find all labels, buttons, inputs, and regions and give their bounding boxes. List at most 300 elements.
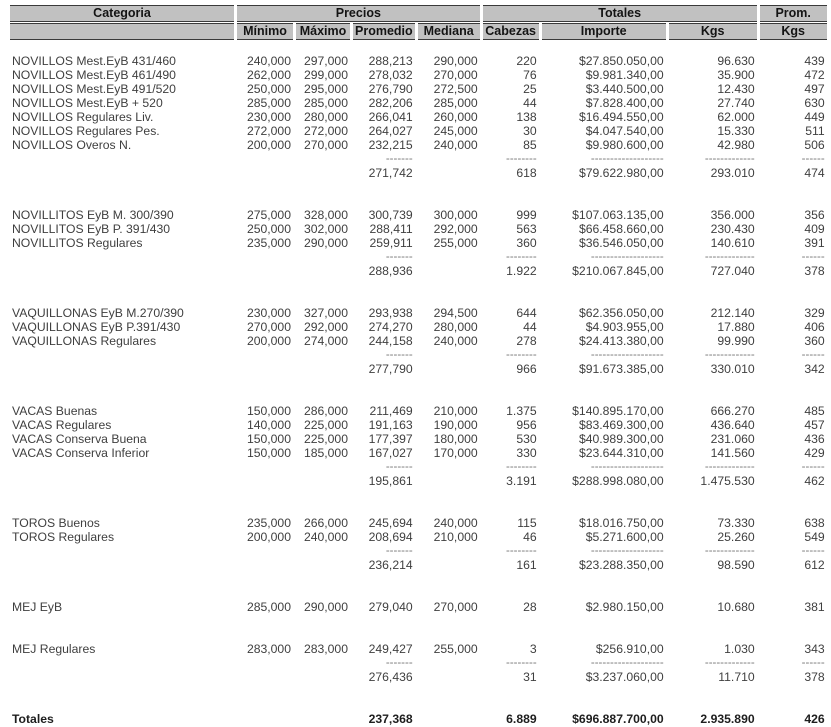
- header-sub-row: [10, 23, 827, 40]
- cell-prom-kgs: 439: [804, 55, 825, 68]
- kgs-dash: -------------: [704, 657, 755, 669]
- cell-mediana: [418, 265, 480, 278]
- cell-categoria: [10, 475, 234, 488]
- cell-importe: $36.546.050,00: [578, 237, 664, 250]
- cell-cabezas: 44: [523, 97, 537, 110]
- cell-promedio: 279,040: [368, 601, 413, 614]
- header-kgs: Kgs: [669, 23, 757, 40]
- cell-maximo: [296, 545, 350, 558]
- cell-importe: $40.989.300,00: [578, 433, 664, 446]
- cell-prom-kgs: 406: [804, 321, 825, 334]
- cell-prom-kgs: 356: [804, 209, 825, 222]
- cabezas-dash: --------: [506, 251, 537, 263]
- cell-maximo: [296, 713, 350, 726]
- cell-kgs: 15.330: [717, 125, 755, 138]
- dash-row: [10, 251, 827, 264]
- grand-total-cabezas: 6.889: [506, 713, 537, 726]
- cell-prom-kgs: 472: [804, 69, 825, 82]
- cell-minimo: [237, 713, 293, 726]
- cell-categoria: [10, 461, 234, 474]
- table-row: [10, 97, 827, 110]
- cell-importe: $4.903.955,00: [585, 321, 664, 334]
- subtotal-prom-kgs: 342: [804, 363, 825, 376]
- cell-prom-kgs: 485: [804, 405, 825, 418]
- cell-prom-kgs: 511: [805, 125, 825, 138]
- subtotal-promedio: 277,790: [368, 363, 413, 376]
- cell-kgs: 25.260: [717, 531, 755, 544]
- cell-minimo: 140,000: [246, 419, 291, 432]
- cell-mediana: 240,000: [433, 139, 478, 152]
- subtotal-importe: $288.998.080,00: [572, 475, 664, 488]
- subtotal-kgs: 727.040: [710, 265, 755, 278]
- cell-importe: $107.063.135,00: [572, 209, 664, 222]
- cell-kgs: 62.000: [717, 111, 755, 124]
- cell-minimo: [237, 167, 293, 180]
- cell-kgs: 230.430: [710, 223, 755, 236]
- cell-maximo: [296, 461, 350, 474]
- cell-kgs: 140.610: [710, 237, 755, 250]
- cell-cabezas: 563: [516, 223, 537, 236]
- spacer-cell: [10, 489, 827, 502]
- grand-total-row: [10, 713, 827, 726]
- cell-maximo: [296, 251, 350, 264]
- cabezas-dash: --------: [506, 349, 537, 361]
- promedio-dash: -------: [385, 349, 413, 361]
- cell-maximo: 225,000: [303, 433, 348, 446]
- prom-kgs-dash: ------: [801, 349, 825, 361]
- header-group-row: [10, 5, 827, 22]
- cell-mediana: 300,000: [433, 209, 478, 222]
- spacer-cell: [10, 377, 827, 390]
- cell-cabezas: 30: [523, 125, 537, 138]
- cell-importe: $4.047.540,00: [585, 125, 664, 138]
- table-row: [10, 643, 827, 656]
- subtotal-promedio: 288,936: [368, 265, 413, 278]
- kgs-dash: -------------: [704, 461, 755, 473]
- spacer-cell: [10, 685, 827, 698]
- cell-maximo: 328,000: [303, 209, 348, 222]
- cell-mediana: 260,000: [433, 111, 478, 124]
- cell-mediana: 292,000: [433, 223, 478, 236]
- cell-maximo: 299,000: [303, 69, 348, 82]
- cell-importe: $23.644.310,00: [578, 447, 664, 460]
- cell-minimo: 272,000: [246, 125, 291, 138]
- cell-categoria: MEJ EyB: [12, 601, 63, 614]
- cell-kgs: 12.430: [717, 83, 755, 96]
- cell-minimo: [237, 461, 293, 474]
- cell-minimo: [237, 349, 293, 362]
- cell-minimo: 150,000: [246, 433, 291, 446]
- cell-minimo: 230,000: [246, 307, 291, 320]
- cell-minimo: 230,000: [246, 111, 291, 124]
- cell-prom-kgs: 360: [804, 335, 825, 348]
- cabezas-dash: --------: [506, 545, 537, 557]
- table-row: [10, 111, 827, 124]
- spacer-cell: [10, 629, 827, 642]
- spacer-row: [10, 293, 827, 306]
- cell-maximo: [296, 363, 350, 376]
- header-mediana: Mediana: [418, 23, 480, 40]
- subtotal-promedio: 276,436: [368, 671, 413, 684]
- subtotal-kgs: 293.010: [710, 167, 755, 180]
- cell-promedio: 245,694: [368, 517, 413, 530]
- cell-minimo: 283,000: [246, 643, 291, 656]
- cell-kgs: 212.140: [710, 307, 755, 320]
- cell-importe: $18.016.750,00: [578, 517, 664, 530]
- cell-prom-kgs: 457: [804, 419, 825, 432]
- cell-kgs: 27.740: [717, 97, 755, 110]
- spacer-row: [10, 377, 827, 390]
- cell-mediana: 210,000: [433, 405, 478, 418]
- cell-categoria: NOVILLITOS Regulares: [12, 237, 143, 250]
- cell-maximo: 295,000: [303, 83, 348, 96]
- importe-dash: -------------------: [590, 545, 664, 557]
- cell-promedio: 288,411: [369, 223, 413, 236]
- cell-importe: $140.895.170,00: [572, 405, 664, 418]
- cell-prom-kgs: 329: [804, 307, 825, 320]
- cell-minimo: 150,000: [246, 405, 291, 418]
- cell-mediana: 190,000: [433, 419, 478, 432]
- cell-minimo: 150,000: [246, 447, 291, 460]
- header-categoria: Categoria: [10, 5, 234, 22]
- cell-minimo: [237, 559, 293, 572]
- cell-cabezas: 138: [516, 111, 537, 124]
- cell-mediana: 285,000: [433, 97, 478, 110]
- cell-mediana: 280,000: [433, 321, 478, 334]
- spacer-cell: [10, 391, 827, 404]
- subtotal-kgs: 330.010: [710, 363, 755, 376]
- cell-kgs: 10.680: [717, 601, 755, 614]
- cell-maximo: 286,000: [303, 405, 348, 418]
- cell-minimo: 200,000: [246, 335, 291, 348]
- cell-mediana: [418, 671, 480, 684]
- cell-categoria: NOVILLOS Mest.EyB + 520: [12, 97, 163, 110]
- cell-cabezas: 530: [516, 433, 537, 446]
- cell-cabezas: 360: [516, 237, 537, 250]
- cell-mediana: [418, 545, 480, 558]
- cell-maximo: 240,000: [303, 531, 348, 544]
- cell-minimo: 200,000: [246, 531, 291, 544]
- cell-maximo: 297,000: [303, 55, 348, 68]
- cell-prom-kgs: 436: [804, 433, 825, 446]
- cell-cabezas: 46: [523, 531, 537, 544]
- header-minimo: Mínimo: [237, 23, 293, 40]
- table-row: [10, 433, 827, 446]
- cell-mediana: 272,500: [433, 83, 478, 96]
- cell-minimo: 235,000: [246, 237, 291, 250]
- cell-prom-kgs: 497: [804, 83, 825, 96]
- subtotal-cabezas: 3.191: [506, 475, 537, 488]
- dash-row: [10, 657, 827, 670]
- cell-kgs: 73.330: [717, 517, 755, 530]
- cell-maximo: [296, 349, 350, 362]
- table-row: [10, 335, 827, 348]
- table-row: [10, 139, 827, 152]
- header-totales-group: Totales: [483, 5, 757, 22]
- subtotal-importe: $210.067.845,00: [572, 265, 664, 278]
- cell-kgs: 141.560: [710, 447, 755, 460]
- subtotal-prom-kgs: 474: [804, 167, 825, 180]
- cell-promedio: 167,027: [368, 447, 413, 460]
- subtotal-promedio: 195,861: [368, 475, 413, 488]
- cell-importe: $7.828.400,00: [585, 97, 664, 110]
- spacer-cell: [10, 503, 827, 516]
- cell-importe: $66.458.660,00: [578, 223, 664, 236]
- spacer-cell: [10, 615, 827, 628]
- promedio-dash: -------: [385, 251, 413, 263]
- cell-maximo: 290,000: [303, 601, 348, 614]
- cell-mediana: 170,000: [433, 447, 478, 460]
- cell-importe: $24.413.380,00: [578, 335, 664, 348]
- cell-maximo: 327,000: [303, 307, 348, 320]
- cell-cabezas: 999: [516, 209, 537, 222]
- cell-categoria: NOVILLOS Regulares Pes.: [12, 125, 160, 138]
- subtotal-row: [10, 167, 827, 180]
- cell-maximo: 285,000: [303, 97, 348, 110]
- table-row: [10, 55, 827, 68]
- spacer-cell: [10, 699, 827, 712]
- cell-kgs: 96.630: [717, 55, 755, 68]
- cell-promedio: 274,270: [368, 321, 413, 334]
- spacer-row: [10, 279, 827, 292]
- subtotal-cabezas: 618: [516, 167, 537, 180]
- cell-minimo: 285,000: [246, 97, 291, 110]
- cell-promedio: 288,213: [368, 55, 413, 68]
- subtotal-kgs: 11.710: [718, 671, 755, 684]
- cell-kgs: 231.060: [710, 433, 755, 446]
- subtotal-importe: $91.673.385,00: [578, 363, 664, 376]
- cell-prom-kgs: 638: [804, 517, 825, 530]
- cell-cabezas: 330: [516, 447, 537, 460]
- kgs-dash: -------------: [704, 545, 755, 557]
- cell-kgs: 356.000: [710, 209, 755, 222]
- table-row: [10, 69, 827, 82]
- table-row: [10, 125, 827, 138]
- cell-categoria: [10, 153, 234, 166]
- cell-categoria: [10, 349, 234, 362]
- promedio-dash: -------: [385, 545, 413, 557]
- spacer-row: [10, 41, 827, 54]
- cell-cabezas: 220: [516, 55, 537, 68]
- cell-importe: $5.271.600,00: [585, 531, 664, 544]
- table-row: [10, 601, 827, 614]
- cell-promedio: 249,427: [368, 643, 413, 656]
- cell-minimo: [237, 153, 293, 166]
- cell-maximo: 225,000: [303, 419, 348, 432]
- subtotal-prom-kgs: 462: [804, 475, 825, 488]
- dash-row: [10, 349, 827, 362]
- cell-minimo: [237, 251, 293, 264]
- cell-importe: $9.981.340,00: [585, 69, 664, 82]
- cell-maximo: 185,000: [303, 447, 348, 460]
- spacer-row: [10, 391, 827, 404]
- spacer-cell: [10, 195, 827, 208]
- cell-categoria: [10, 559, 234, 572]
- subtotal-prom-kgs: 612: [804, 559, 825, 572]
- cell-maximo: 272,000: [303, 125, 348, 138]
- cell-maximo: [296, 671, 350, 684]
- header-precios-group: Precios: [237, 5, 480, 22]
- promedio-dash: -------: [385, 461, 413, 473]
- cell-mediana: 270,000: [433, 601, 478, 614]
- cell-minimo: 250,000: [246, 223, 291, 236]
- spacer-cell: [10, 573, 827, 586]
- cell-kgs: 666.270: [710, 405, 755, 418]
- cell-prom-kgs: 429: [804, 447, 825, 460]
- cell-mediana: 255,000: [433, 643, 478, 656]
- cell-minimo: [237, 657, 293, 670]
- cell-importe: $62.356.050,00: [578, 307, 664, 320]
- cell-maximo: 292,000: [303, 321, 348, 334]
- cell-categoria: VAQUILLONAS EyB P.391/430: [12, 321, 181, 334]
- cell-promedio: 278,032: [368, 69, 413, 82]
- cell-kgs: 99.990: [717, 335, 755, 348]
- cell-promedio: 259,911: [369, 237, 413, 250]
- cell-mediana: [418, 167, 480, 180]
- cell-categoria: MEJ Regulares: [12, 643, 96, 656]
- spacer-row: [10, 615, 827, 628]
- cell-importe: $256.910,00: [595, 643, 664, 656]
- subtotal-importe: $79.622.980,00: [578, 167, 664, 180]
- cell-cabezas: 3: [529, 643, 537, 656]
- cell-prom-kgs: 549: [804, 531, 825, 544]
- kgs-dash: -------------: [704, 153, 755, 165]
- subtotal-kgs: 1.475.530: [700, 475, 755, 488]
- cell-mediana: [418, 559, 480, 572]
- cell-cabezas: 278: [516, 335, 537, 348]
- subtotal-cabezas: 966: [516, 363, 537, 376]
- cell-maximo: 302,000: [303, 223, 348, 236]
- cell-mediana: 270,000: [433, 69, 478, 82]
- spacer-row: [10, 489, 827, 502]
- cell-maximo: 280,000: [303, 111, 348, 124]
- table-row: [10, 209, 827, 222]
- prom-kgs-dash: ------: [801, 461, 825, 473]
- cell-minimo: 262,000: [246, 69, 291, 82]
- cell-categoria: NOVILLITOS EyB M. 300/390: [12, 209, 174, 222]
- cell-minimo: [237, 671, 293, 684]
- cell-prom-kgs: 391: [804, 237, 825, 250]
- cell-cabezas: 76: [523, 69, 537, 82]
- cell-categoria: VACAS Conserva Buena: [12, 433, 147, 446]
- cell-mediana: 245,000: [433, 125, 478, 138]
- cell-categoria: VAQUILLONAS Regulares: [12, 335, 157, 348]
- cell-mediana: [418, 349, 480, 362]
- cell-cabezas: 85: [523, 139, 537, 152]
- cabezas-dash: --------: [506, 153, 537, 165]
- cell-prom-kgs: 343: [804, 643, 825, 656]
- table-header: [10, 5, 827, 40]
- spacer-cell: [10, 41, 827, 54]
- cell-promedio: 232,215: [368, 139, 413, 152]
- cell-mediana: 290,000: [433, 55, 478, 68]
- cell-mediana: [418, 461, 480, 474]
- cell-categoria: [10, 251, 234, 264]
- cell-kgs: 35.900: [717, 69, 755, 82]
- prom-kgs-dash: ------: [801, 545, 825, 557]
- cell-maximo: [296, 153, 350, 166]
- grand-total-prom-kgs: 426: [804, 713, 825, 726]
- dash-row: [10, 545, 827, 558]
- spacer-row: [10, 181, 827, 194]
- livestock-price-report: [0, 4, 831, 727]
- cell-maximo: 283,000: [303, 643, 348, 656]
- cell-categoria: [10, 671, 234, 684]
- cell-kgs: 17.880: [717, 321, 755, 334]
- cell-categoria: [10, 167, 234, 180]
- cell-maximo: 270,000: [303, 139, 348, 152]
- cell-mediana: 180,000: [433, 433, 478, 446]
- cell-cabezas: 28: [523, 601, 537, 614]
- subtotal-row: [10, 363, 827, 376]
- spacer-cell: [10, 293, 827, 306]
- cell-maximo: 266,000: [303, 517, 348, 530]
- cell-importe: $83.469.300,00: [578, 419, 664, 432]
- cell-prom-kgs: 409: [804, 223, 825, 236]
- cell-categoria: [10, 363, 234, 376]
- cell-promedio: 208,694: [368, 531, 413, 544]
- cell-minimo: 235,000: [246, 517, 291, 530]
- subtotal-importe: $3.237.060,00: [585, 671, 664, 684]
- cell-promedio: 276,790: [368, 83, 413, 96]
- subtotal-row: [10, 475, 827, 488]
- cell-minimo: 200,000: [246, 139, 291, 152]
- cell-importe: $16.494.550,00: [578, 111, 664, 124]
- prom-kgs-dash: ------: [801, 251, 825, 263]
- cell-prom-kgs: 506: [804, 139, 825, 152]
- importe-dash: -------------------: [590, 657, 664, 669]
- cell-categoria: NOVILLOS Regulares Liv.: [12, 111, 154, 124]
- cell-prom-kgs: 449: [804, 111, 825, 124]
- header-promedio: Promedio: [355, 24, 413, 38]
- kgs-dash: -------------: [704, 251, 755, 263]
- subtotal-promedio: 236,214: [368, 559, 413, 572]
- spacer-row: [10, 195, 827, 208]
- subtotal-row: [10, 265, 827, 278]
- cell-mediana: 240,000: [433, 335, 478, 348]
- cell-mediana: [418, 251, 480, 264]
- prom-kgs-dash: ------: [801, 153, 825, 165]
- table-row: [10, 419, 827, 432]
- table-row: [10, 223, 827, 236]
- cell-importe: $27.850.050,00: [578, 55, 664, 68]
- table-row: [10, 321, 827, 334]
- subtotal-prom-kgs: 378: [804, 671, 825, 684]
- cell-maximo: [296, 475, 350, 488]
- spacer-row: [10, 587, 827, 600]
- cell-minimo: 250,000: [246, 83, 291, 96]
- spacer-row: [10, 503, 827, 516]
- cell-mediana: 240,000: [433, 517, 478, 530]
- spacer-row: [10, 685, 827, 698]
- header-cabezas: Cabezas: [483, 23, 539, 40]
- cell-categoria: NOVILLOS Overos N.: [12, 139, 132, 152]
- grand-total-kgs: 2.935.890: [700, 713, 755, 726]
- cell-cabezas: 956: [516, 419, 537, 432]
- subtotal-cabezas: 31: [523, 671, 537, 684]
- cell-minimo: 275,000: [246, 209, 291, 222]
- cell-mediana: 255,000: [433, 237, 478, 250]
- cell-categoria: NOVILLOS Mest.EyB 461/490: [12, 69, 176, 82]
- cell-promedio: 244,158: [368, 335, 413, 348]
- table-row: [10, 83, 827, 96]
- cell-maximo: [296, 167, 350, 180]
- header-prom-group: Prom.: [760, 5, 827, 22]
- subtotal-row: [10, 671, 827, 684]
- cell-categoria: VACAS Regulares: [12, 419, 112, 432]
- spacer-cell: [10, 587, 827, 600]
- subtotal-promedio: 271,742: [368, 167, 413, 180]
